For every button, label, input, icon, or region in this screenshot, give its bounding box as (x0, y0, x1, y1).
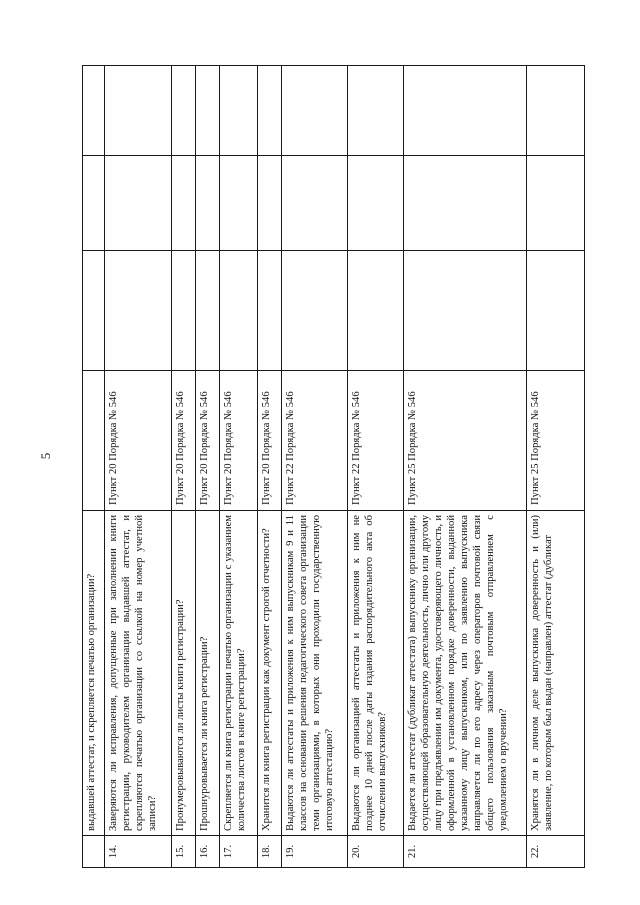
legal-reference: Пункт 20 Порядка № 546 (172, 371, 196, 511)
answer-cell (220, 251, 258, 371)
answer-cell (83, 251, 105, 371)
row-number: 20. (348, 836, 404, 868)
answer-cell (105, 251, 172, 371)
answer-cell (527, 251, 585, 371)
table-row (404, 66, 527, 868)
answer-cell (527, 156, 585, 251)
answer-cell (105, 66, 172, 156)
question-text: Выдаются ли аттестаты и приложения к ним выпускникам 9 и 11 классов на основании решения педагогического совета организации теми организациями, в которых они проходили государственную итоговую аттестацию? (282, 511, 348, 836)
checklist-table (82, 65, 585, 868)
table-row (196, 66, 220, 868)
question-text: Выдается ли аттестат (дубликат аттестата) выпускнику организации, осуществляющей образовательную деятельность, лично или другому лицу при предъявлении им документа, удостоверяющего личность, и оформленной в установленном порядке доверенности, выданной указанному лицу выпускником, или по заявлению выпускника направляется ли по его адресу через операторов почтовой связи общего пользования заказным почтовым отправлением с уведомлением о вручении? (404, 511, 527, 836)
answer-cell (258, 251, 282, 371)
page-number: 5 (38, 452, 53, 460)
answer-cell (83, 156, 105, 251)
question-text: Выдаются ли организацией аттестаты и приложения к ним не позднее 10 дней после даты издания распорядительного акта об отчислении выпускников? (348, 511, 404, 836)
answer-cell (172, 156, 196, 251)
legal-reference: Пункт 22 Порядка № 546 (282, 371, 348, 511)
question-text: выдавшей аттестат, и скрепляется печатью организации? (83, 511, 105, 836)
row-number: 15. (172, 836, 196, 868)
answer-cell (404, 156, 527, 251)
answer-cell (282, 156, 348, 251)
answer-cell (220, 66, 258, 156)
answer-cell (196, 66, 220, 156)
table-row (83, 66, 105, 868)
legal-reference: Пункт 20 Порядка № 546 (220, 371, 258, 511)
answer-cell (172, 66, 196, 156)
legal-reference: Пункт 20 Порядка № 546 (105, 371, 172, 511)
row-number (83, 836, 105, 868)
answer-cell (196, 251, 220, 371)
question-text: Заверяются ли исправления, допущенные при заполнении книги регистрации, руководителем организации выдавшей аттестат, и скрепляются печатью организации со ссылкой на номер учетной записи? (105, 511, 172, 836)
question-text: Хранится ли книга регистрации как документ строгой отчетности? (258, 511, 282, 836)
question-text: Пронумеровываются ли листы книги регистрации? (172, 511, 196, 836)
answer-cell (282, 251, 348, 371)
answer-cell (348, 66, 404, 156)
answer-cell (83, 66, 105, 156)
table-row (105, 66, 172, 868)
answer-cell (348, 251, 404, 371)
row-number: 17. (220, 836, 258, 868)
legal-reference: Пункт 20 Порядка № 546 (196, 371, 220, 511)
row-number: 14. (105, 836, 172, 868)
row-number: 18. (258, 836, 282, 868)
legal-reference (83, 371, 105, 511)
table-row (220, 66, 258, 868)
table-row (172, 66, 196, 868)
answer-cell (105, 156, 172, 251)
answer-cell (282, 66, 348, 156)
answer-cell (220, 156, 258, 251)
table-row (258, 66, 282, 868)
table-row (348, 66, 404, 868)
question-text: Прошнуровывается ли книга регистрации? (196, 511, 220, 836)
legal-reference: Пункт 20 Порядка № 546 (258, 371, 282, 511)
answer-cell (172, 251, 196, 371)
answer-cell (404, 251, 527, 371)
answer-cell (258, 156, 282, 251)
row-number: 19. (282, 836, 348, 868)
table-row (527, 66, 585, 868)
legal-reference: Пункт 25 Порядка № 546 (404, 371, 527, 511)
row-number: 16. (196, 836, 220, 868)
row-number: 21. (404, 836, 527, 868)
answer-cell (348, 156, 404, 251)
answer-cell (527, 66, 585, 156)
rotated-page-content (82, 66, 584, 868)
question-text: Скрепляется ли книга регистрации печатью организации с указанием количества листов в книге регистрации? (220, 511, 258, 836)
table-row (282, 66, 348, 868)
legal-reference: Пункт 25 Порядка № 546 (527, 371, 585, 511)
row-number: 22. (527, 836, 585, 868)
answer-cell (404, 66, 527, 156)
answer-cell (258, 66, 282, 156)
legal-reference: Пункт 22 Порядка № 546 (348, 371, 404, 511)
answer-cell (196, 156, 220, 251)
question-text: Хранятся ли в личном деле выпускника доверенность и (или) заявление, по которым был выдан (направлен) аттестат (дубликат (527, 511, 585, 836)
